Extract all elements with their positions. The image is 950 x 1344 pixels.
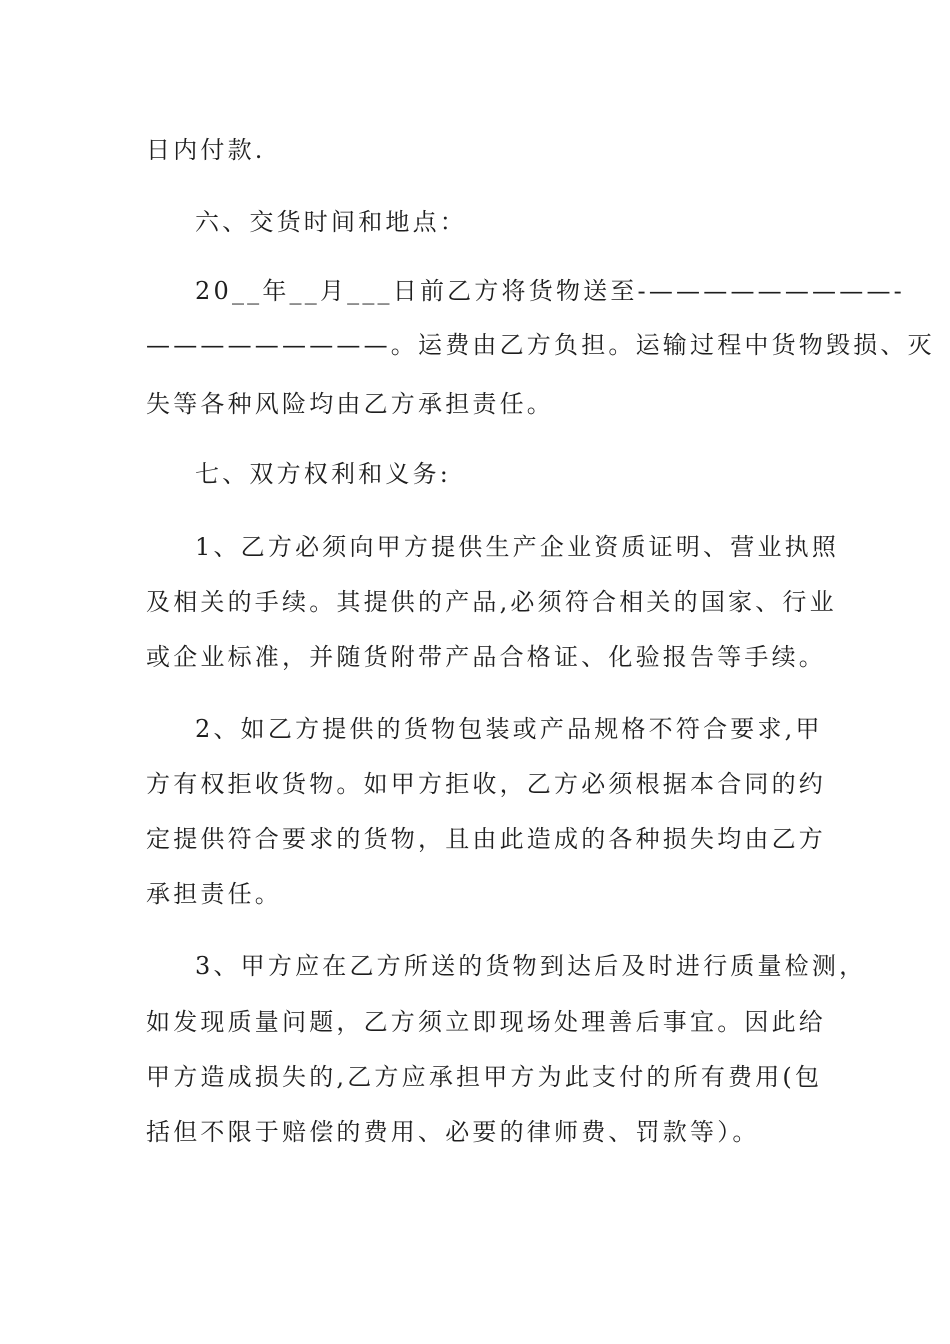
clause-1-line: 及相关的手续。其提供的产品,必须符合相关的国家、行业 — [146, 588, 837, 616]
clause-2-line: 方有权拒收货物。如甲方拒收，乙方必须根据本合同的约 — [146, 770, 826, 798]
clause-2-line: 承担责任。 — [146, 880, 282, 908]
section-6-paragraph-line: 失等各种风险均由乙方承担责任。 — [146, 390, 554, 418]
clause-3-line: 括但不限于赔偿的费用、必要的律师费、罚款等）。 — [146, 1118, 760, 1146]
section-7-heading: 七、双方权利和义务: — [195, 460, 452, 488]
clause-2-line: 2、如乙方提供的货物包装或产品规格不符合要求,甲 — [195, 715, 823, 743]
clause-1-line: 或企业标准，并随货附带产品合格证、化验报告等手续。 — [146, 643, 826, 671]
clause-3-line: 甲方造成损失的,乙方应承担甲方为此支付的所有费用(包 — [146, 1063, 823, 1091]
section-6-paragraph-line: 20__年__月___日前乙方将货物送至-—————————- — [195, 277, 905, 305]
clause-3-line: 如发现质量问题，乙方须立即现场处理善后事宜。因此给 — [146, 1008, 826, 1036]
clause-2-line: 定提供符合要求的货物，且由此造成的各种损失均由乙方 — [146, 825, 826, 853]
section-6-heading: 六、交货时间和地点： — [195, 208, 467, 236]
payment-term-continuation: 日内付款. — [146, 136, 266, 164]
section-6-paragraph-line: —————————。运费由乙方负担。运输过程中货物毁损、灭 — [146, 331, 935, 359]
clause-1-line: 1、乙方必须向甲方提供生产企业资质证明、营业执照 — [195, 533, 840, 561]
clause-3-line: 3、甲方应在乙方所送的货物到达后及时进行质量检测， — [195, 952, 867, 980]
